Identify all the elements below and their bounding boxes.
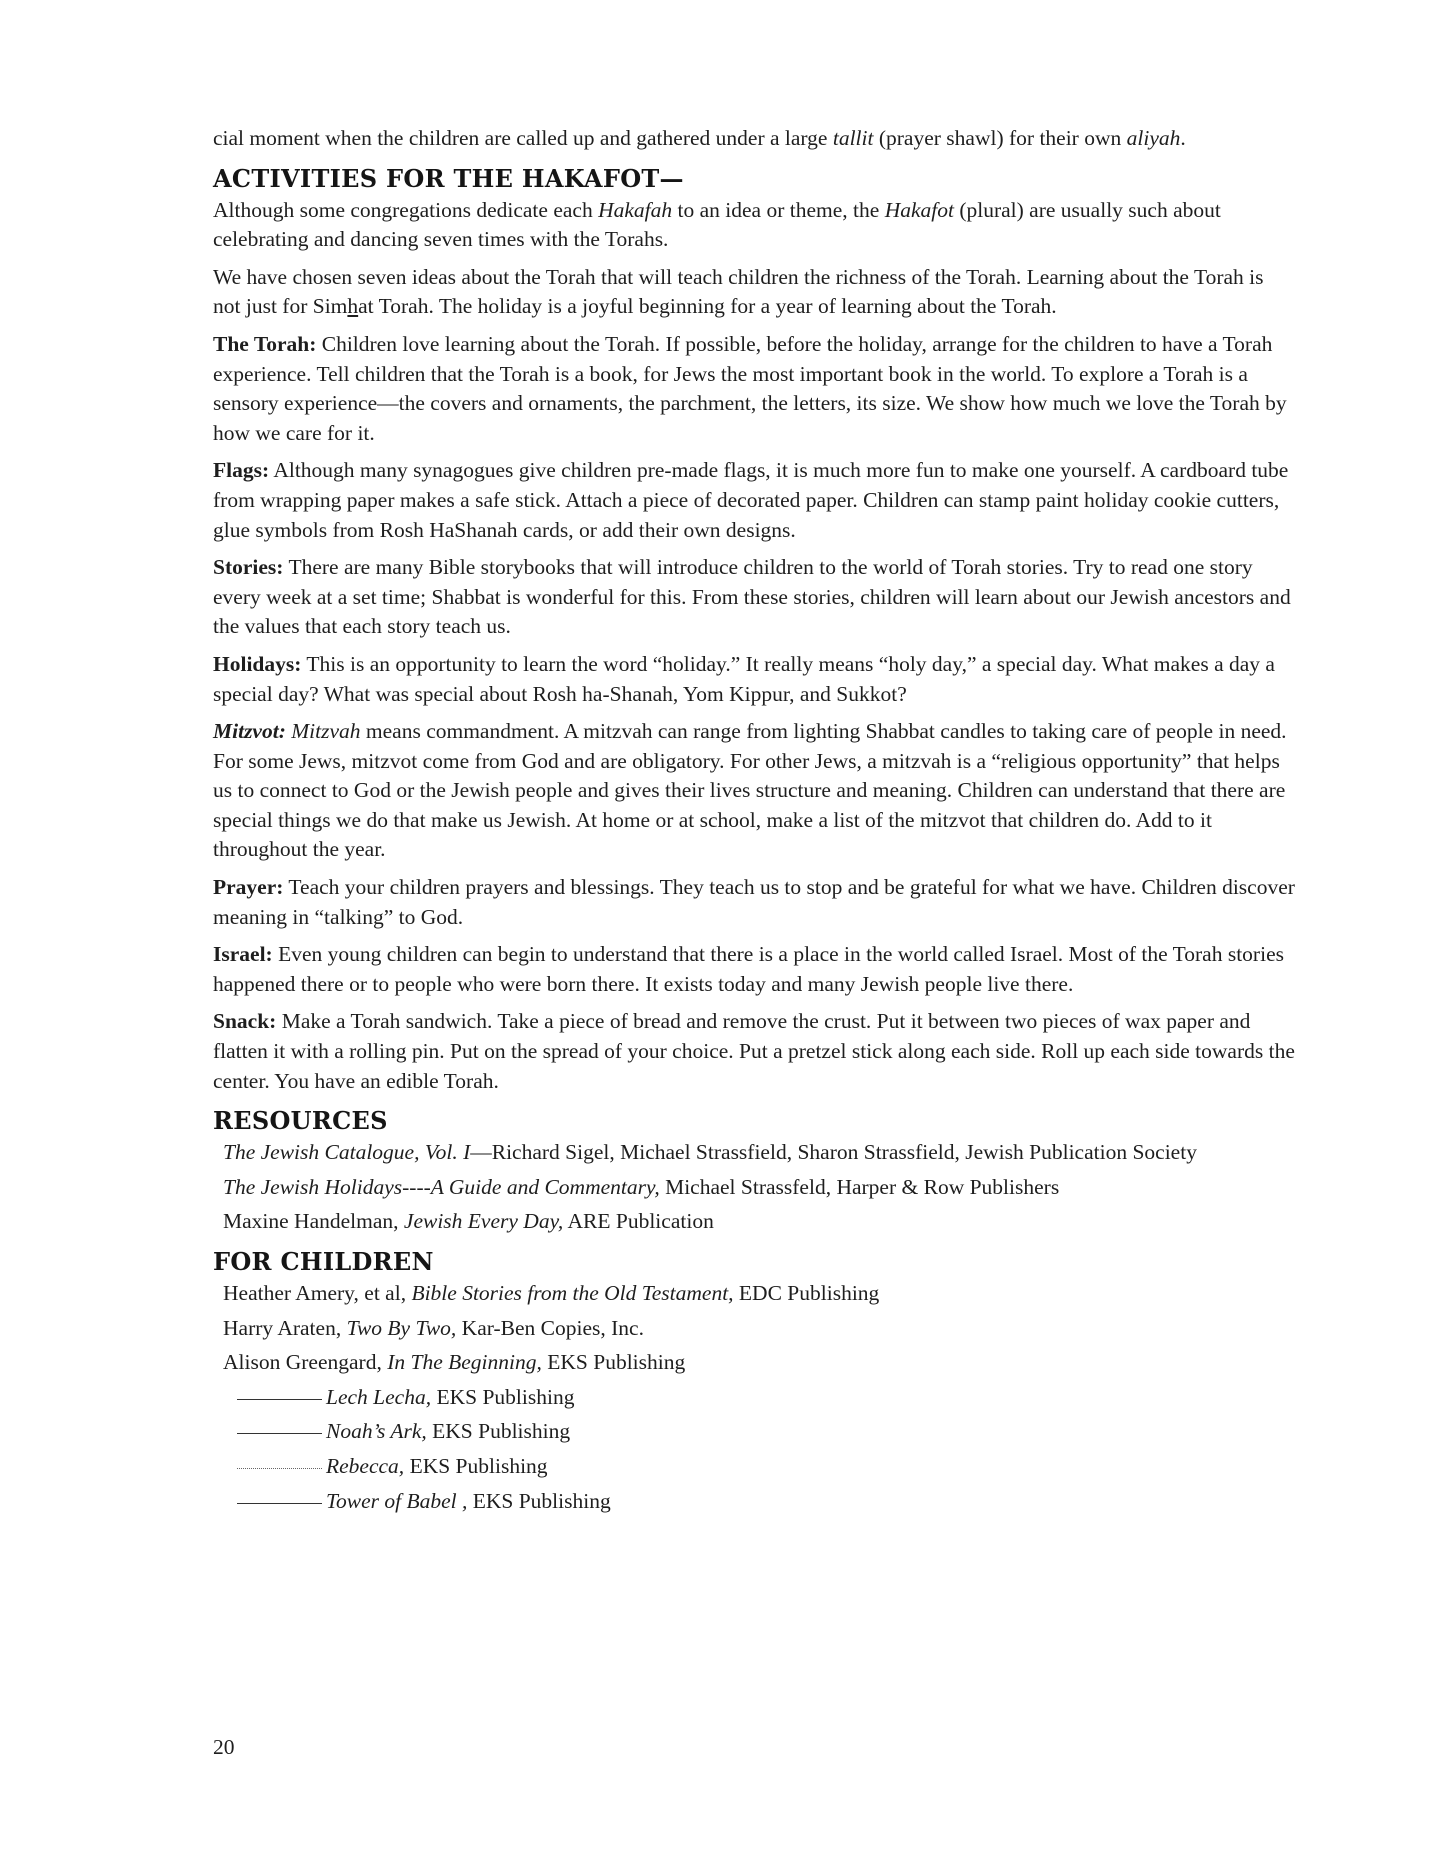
idea-israel [213,940,1295,999]
resource-item [223,1138,1295,1168]
resource-title: Jewish Every Day, [403,1209,564,1234]
book-publisher: EKS Publishing [404,1453,548,1478]
children-book-subitem [237,1383,1295,1413]
ditto-line [237,1432,322,1434]
children-book-item [223,1279,1295,1309]
book-title: Tower of Babel , [326,1488,468,1513]
book-title: Lech Lecha, [326,1384,432,1409]
idea-label: Prayer: [213,875,284,900]
book-author: Harry Araten, [223,1315,347,1340]
idea-torah [213,330,1295,448]
page-body [213,124,1295,1521]
page-number: 20 [213,1735,235,1759]
idea-mitzvot [213,717,1295,865]
book-title: Bible Stories from the Old Testament, [411,1281,734,1305]
term-aliyah: aliyah [1126,126,1181,150]
ditto-line [237,1467,322,1469]
book-publisher: EKS Publishing [467,1488,611,1513]
intro-text: (prayer shawl) for their own [873,126,1127,150]
body-text: (plural) are usually such about celebrating and dancing seven times with the Torahs. [213,197,1221,252]
idea-text: Although many synagogues give children pre-made flags, it is much more fun to make one yourself. A cardboard tube from wrapping paper makes a safe stick. Attach a piece of decorated paper. Children can stamp paint holiday cookie cutters, glue symbols from Rosh HaShanah cards, or add their own designs. [213,458,1289,542]
idea-label: Flags: [213,458,270,483]
intro-text: . [1180,126,1186,150]
idea-label: Mitzvot: [213,719,286,744]
idea-label: Snack: [213,1009,277,1034]
activities-paragraph-1 [213,196,1295,255]
resource-details: —Richard Sigel, Michael Strassfield, Sharon Strassfield, Jewish Publication Society [470,1140,1197,1165]
book-publisher: EKS Publishing [541,1350,686,1375]
book-author: Alison Greengard, [223,1350,388,1375]
book-title: In The Beginning, [387,1350,542,1375]
resource-title: The Jewish Holidays----A Guide and Commentary, [223,1174,660,1199]
underlined-h: h [347,294,359,319]
book-author: Heather Amery, et al, [223,1281,412,1305]
term-tallit: tallit [832,126,874,150]
book-title: Two By Two, [346,1315,457,1340]
idea-text: Teach your children prayers and blessings. They teach us to stop and be grateful for what we have. Children discover meaning in “talking” to God. [213,875,1295,929]
resource-details: ARE Publication [563,1209,714,1234]
ditto-line [237,1502,322,1504]
section-heading-activities: ACTIVITIES FOR THE HAKAFOT— [213,163,684,193]
book-title: Rebecca, [326,1453,405,1478]
term-hakafah: Hakafah [598,197,673,222]
idea-text: There are many Bible storybooks that will introduce children to the world of Torah stories. Try to read one story every week at a set time; Shabbat is wonderful for this. From these stories, children will learn about our Jewish ancestors and the values that each story teach us. [213,555,1291,639]
idea-holidays [213,650,1295,709]
book-publisher: EDC Publishing [733,1281,880,1305]
idea-label: Israel: [213,942,273,967]
activities-paragraph-2 [213,263,1295,322]
idea-label: Stories: [213,555,284,580]
book-publisher: EKS Publishing [426,1419,571,1444]
idea-flags [213,456,1295,545]
body-text: to an idea or theme, the [672,197,885,222]
term-hakafot: Hakafot [884,197,954,222]
resource-title: The Jewish Catalogue, Vol. I [223,1140,471,1165]
idea-snack [213,1007,1295,1096]
ditto-line [237,1398,322,1400]
body-text: Although some congregations dedicate each [213,197,599,222]
resource-item [223,1207,1295,1237]
book-publisher: Kar-Ben Copies, Inc. [456,1315,644,1340]
section-heading-resources: RESOURCES [213,1106,388,1136]
section-heading-for-children: FOR CHILDREN [213,1247,434,1276]
idea-text: Children love learning about the Torah. If possible, before the holiday, arrange for the children to have a Torah experience. Tell children that the Torah is a book, for Jews the most important book in the world. To explore a Torah is a sensory experience—the covers and ornaments, the parchment, the letters, its size. We show how much we love the Torah by how we care for it. [213,331,1287,445]
children-book-subitem [237,1452,1295,1482]
idea-text: Even young children can begin to understand that there is a place in the world called Israel. Most of the Torah stories happened there or to people who were born there. It exists today and many Jewish people live there. [213,942,1284,996]
children-book-item [223,1314,1295,1344]
idea-text: means commandment. A mitzvah can range from lighting Shabbat candles to taking care of people in need. For some Jews, mitzvot come from God and are obligatory. For other Jews, a mitzvah is a “religious opportunity” that helps us to connect to God or the Jewish people and gives their lives structure and meaning. Children can understand that there are special things we do that make us Jewish. At home or at school, make a list of the mitzvot that children do. Add to it throughout the year. [213,719,1287,862]
idea-label: The Torah: [213,331,317,356]
resource-item [223,1173,1295,1203]
body-text: We have chosen seven ideas about the Torah that will teach children the richness of the Torah. Learning about the Torah is not just for Sim [213,264,1264,319]
book-publisher: EKS Publishing [431,1384,575,1409]
idea-stories [213,553,1295,642]
idea-label: Holidays: [213,651,302,676]
idea-text: Make a Torah sandwich. Take a piece of bread and remove the crust. Put it between two pieces of wax paper and flatten it with a rolling pin. Put on the spread of your choice. Put a pretzel stick along each side. Roll up each side towards the center. You have an edible Torah. [213,1009,1295,1093]
book-title: Noah’s Ark, [326,1419,427,1444]
term-mitzvah: Mitzvah [291,719,361,744]
children-book-subitem [237,1417,1295,1447]
intro-text: cial moment when the children are called up and gathered under a large [213,126,833,150]
children-book-subitem [237,1487,1295,1517]
idea-prayer [213,873,1295,932]
children-book-item [223,1348,1295,1378]
intro-paragraph [213,124,1295,154]
resource-details: Michael Strassfeld, Harper & Row Publishers [659,1174,1060,1199]
idea-text: This is an opportunity to learn the word “holiday.” It really means “holy day,” a special day. What makes a day a special day? What was special about Rosh ha-Shanah, Yom Kippur, and Sukkot? [213,651,1275,706]
body-text: at Torah. The holiday is a joyful beginning for a year of learning about the Torah. [358,294,1057,319]
resource-author: Maxine Handelman, [223,1209,404,1234]
